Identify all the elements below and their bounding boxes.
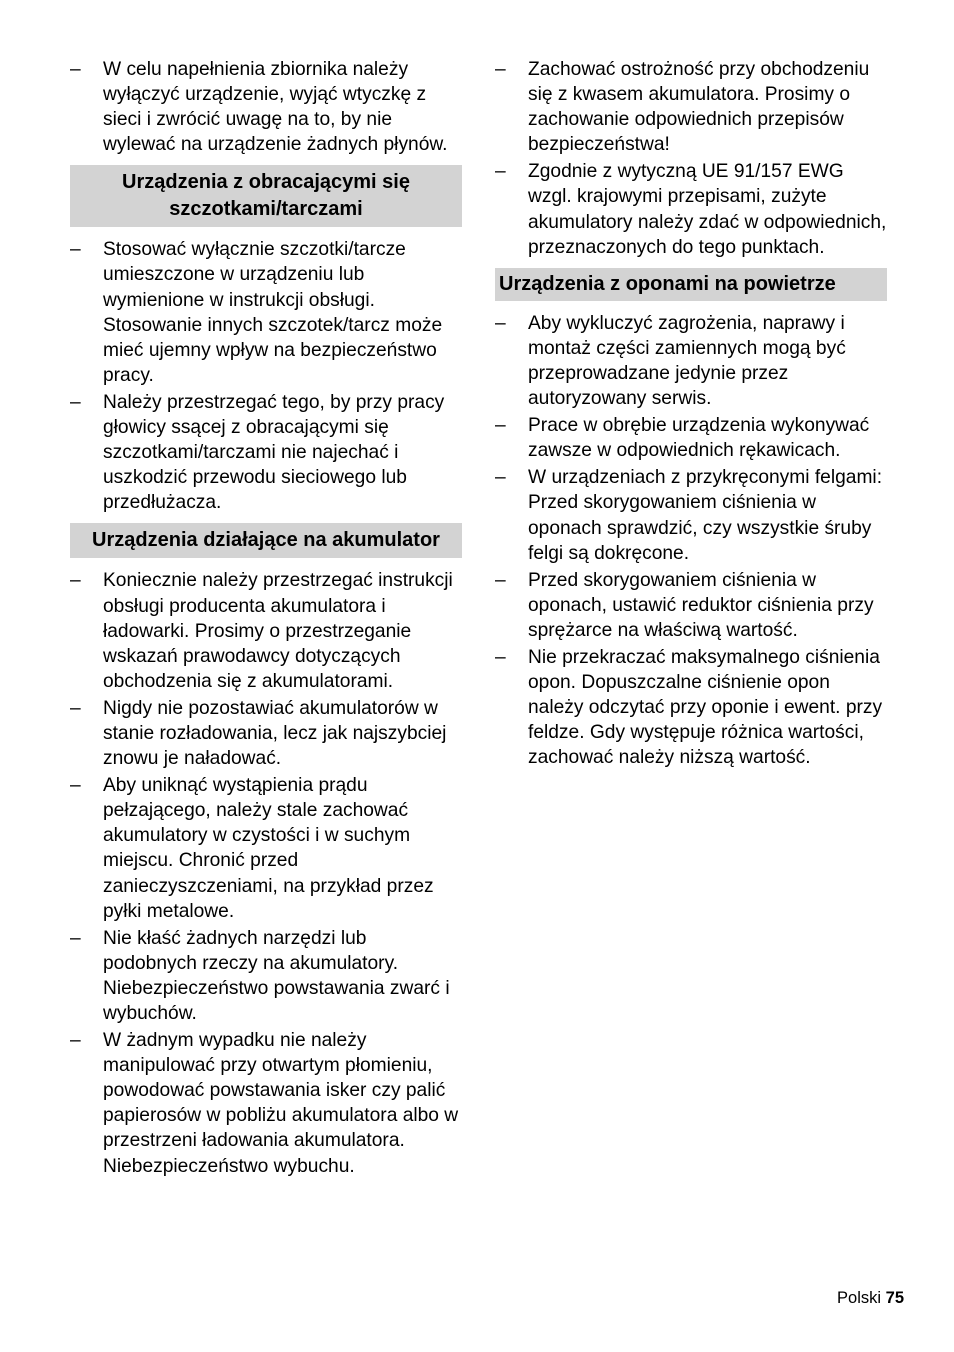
list-item-text: W urządzeniach z przykręconymi felgami: Przed skorygowaniem ciśnienia w oponach sprawdzić, czy wszystkie śruby felgi są dokręcone. [528, 467, 883, 564]
list-item-text: Zachować ostrożność przy obchodzeniu się z kwasem akumulatora. Prosimy o zachowanie odpowiednich przepisów bezpieczeństwa! [528, 59, 870, 156]
list-item-text: Nie kłaść żadnych narzędzi lub podobnych rzeczy na akumulatory. Niebezpieczeństwo powstawania zwarć i wybuchów. [103, 927, 450, 1024]
list-item [70, 773, 462, 924]
dash-bullet: – [70, 570, 81, 592]
dash-bullet: – [70, 927, 81, 949]
list-item-text: Przed skorygowaniem ciśnienia w oponach, ustawić reduktor ciśnienia przy sprężarce na właściwą wartość. [528, 569, 874, 641]
right-column [495, 57, 887, 772]
section-heading-pneumatic-tyres: Urządzenia z oponami na powietrze [495, 268, 887, 301]
dash-bullet: – [495, 59, 506, 80]
list-item [495, 645, 887, 770]
list-item-text: Aby uniknąć wystąpienia prądu pełzającego, należy stale zachować akumulatory w czystości i w suchym miejscu. Chronić przed zanieczyszczeniami, na przykład przez pyłki metalowe. [103, 775, 434, 922]
list-item-text: Prace w obrębie urządzenia wykonywać zawsze w odpowiednich rękawicach. [528, 415, 870, 462]
dash-bullet: – [70, 1030, 81, 1052]
list-item [70, 926, 462, 1026]
list-item-text: Nie przekraczać maksymalnego ciśnienia opon. Dopuszczalne ciśnienie opon należy odczytać przy oponie i ewent. przy feldze. Gdy występuje różnica wartości, zachować należy niższą wartość. [528, 646, 883, 769]
footer-language: Polski [837, 1289, 882, 1307]
list-item [495, 159, 887, 259]
left-column [70, 57, 462, 1181]
list-item-text: Należy przestrzegać tego, by przy pracy głowicy ssącej z obracającymi się szczotkami/tarczami nie najechać i uszkodzić przewodu sieciowego lub przedłużacza. [103, 391, 445, 514]
list-item [70, 696, 462, 771]
list-item-text: W żadnym wypadku nie należy manipulować przy otwartym płomieniu, powodować powstawania isker czy palić papierosów w pobliżu akumulatora albo w przestrzeni ładowania akumulatora. Niebezpieczeństwo wybuchu. [103, 1030, 459, 1177]
rotating-brushes-list [70, 237, 462, 515]
list-item [495, 568, 887, 643]
battery-devices-list [70, 568, 462, 1178]
list-item-text: Nigdy nie pozostawiać akumulatorów w stanie rozładowania, lecz jak najszybciej znowu je naładować. [103, 697, 447, 770]
list-item [495, 311, 887, 411]
list-item [70, 390, 462, 515]
pneumatic-tyres-list [495, 311, 887, 771]
dash-bullet: – [495, 467, 506, 489]
list-item-text: Aby wykluczyć zagrożenia, naprawy i montaż części zamiennych mogą być przeprowadzane jedynie przez autoryzowany serwis. [528, 312, 846, 410]
page-number: 75 [885, 1289, 904, 1307]
dash-bullet: – [70, 59, 81, 80]
dash-bullet: – [70, 775, 81, 797]
list-item-text: W celu napełnienia zbiornika należy wyłączyć urządzenie, wyjąć wtyczkę z sieci i zwrócić uwagę na to, by nie wylewać na urządzenie żadnych płynów. [103, 59, 448, 156]
list-item-text: Stosować wyłącznie szczotki/tarcze umieszczone w urządzeniu lub wymienione w instrukcji obsługi. Stosowanie innych szczotek/tarcz może mieć ujemny wpływ na bezpieczeństwo pracy. [103, 239, 443, 386]
list-item-text: Koniecznie należy przestrzegać instrukcji obsługi producenta akumulatora i ładowarki. Prosimy o przestrzeganie wskazań prawodawcy dotyczących obchodzenia się z akumulatorami. [103, 570, 453, 692]
section-heading-battery-devices: Urządzenia działające na akumulator [70, 523, 462, 558]
list-item [495, 413, 887, 463]
dash-bullet: – [495, 312, 506, 334]
section-heading-rotating-brushes: Urządzenia z obracającymi się szczotkami/tarczami [70, 165, 462, 227]
dash-bullet: – [495, 569, 506, 591]
list-item [495, 465, 887, 565]
dash-bullet: – [70, 239, 81, 261]
dash-bullet: – [495, 415, 506, 437]
right-intro-list [495, 57, 887, 260]
dash-bullet: – [495, 161, 506, 183]
list-item-text: Zgodnie z wytyczną UE 91/157 EWG wzgl. krajowymi przepisami, zużyte akumulatory należy zdać w odpowiednich, przeznaczonych do tego punktach. [528, 161, 887, 258]
list-item [70, 237, 462, 388]
list-item [70, 57, 462, 157]
dash-bullet: – [495, 646, 506, 668]
list-item [495, 57, 887, 157]
list-item [70, 568, 462, 693]
dash-bullet: – [70, 391, 81, 413]
page-footer [837, 1289, 904, 1308]
list-item [70, 1028, 462, 1179]
dash-bullet: – [70, 697, 81, 719]
left-intro-list [70, 57, 462, 157]
